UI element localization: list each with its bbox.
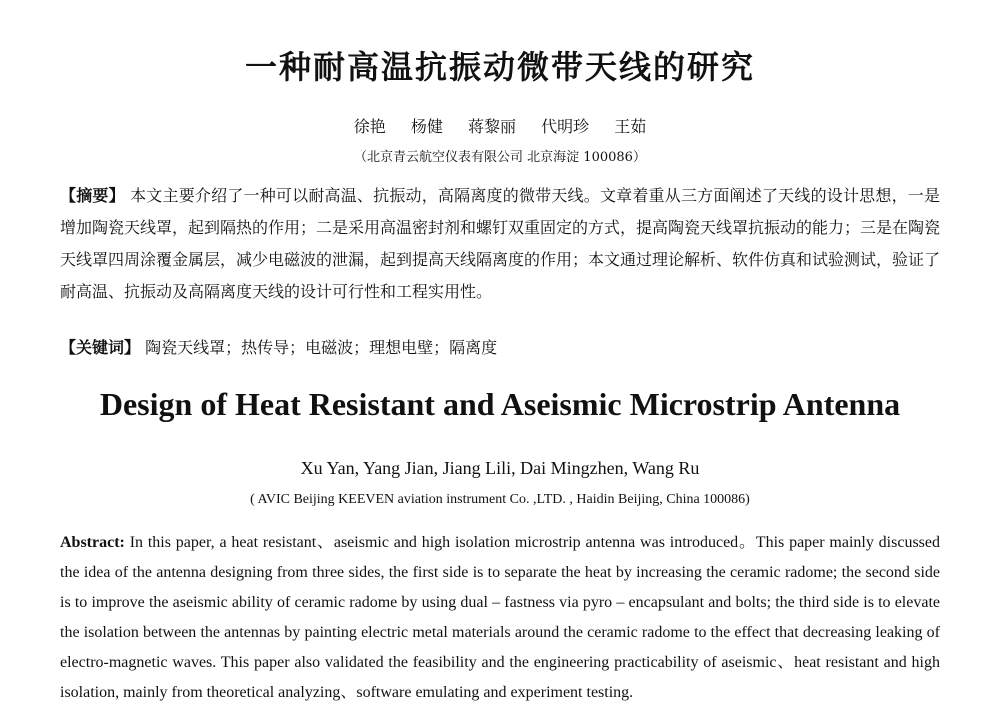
abstract-text: 本文主要介绍了一种可以耐高温、抗振动，高隔离度的微带天线。文章着重从三方面阐述了天线的设计思想，一是增加陶瓷天线罩，起到隔热的作用；二是采用高温密封剂和螺钉双重固定的方式，提高陶瓷天线罩抗振动的能力；三是在陶瓷天线罩四周涂覆金属层，减少电磁波的泄漏，起到提高天线隔离度的作用；本文通过理论解析、软件仿真和试验测试，验证了耐高温、抗振动及高隔离度天线的设计可行性和工程实用性。 bbox=[60, 186, 941, 301]
author: 王茹 bbox=[614, 117, 647, 136]
chinese-abstract bbox=[60, 180, 940, 308]
author: 徐艳 bbox=[353, 117, 386, 136]
english-affiliation: ( AVIC Beijing KEEVEN aviation instrument Co. ,LTD. , Haidin Beijing, China 100086) bbox=[250, 492, 750, 507]
abstract-label: 【摘要】 bbox=[60, 186, 125, 205]
keywords-label: 【关键词】 bbox=[60, 338, 141, 357]
chinese-affiliation: （北京青云航空仪表有限公司 北京海淀 100086） bbox=[354, 150, 646, 165]
chinese-keywords bbox=[60, 336, 940, 360]
author: 杨健 bbox=[410, 117, 443, 136]
abstract-text: In this paper, a heat resistant、aseismic and high isolation microstrip antenna was introduced。This paper mainly discussed the idea of the antenna designing from three sides, the first side is to separate the heat by increasing the ceramic radome; the second side is to improve the aseismic ability of ceramic radome by using dual – fastness via pyro – encapsulant and bolts; the third side is to elevate the isolation between the antennas by painting electric metal materials around the ceramic radome to the effect that decreasing leaking of electro-magnetic waves. This paper also validated the feasibility and the engineering practicability of aseismic、heat resistant and high isolation, mainly from theoretical analyzing、software emulating and experiment testing. bbox=[60, 534, 941, 701]
english-title: Design of Heat Resistant and Aseismic Microstrip Antenna bbox=[99, 386, 901, 422]
author: 蒋黎丽 bbox=[467, 117, 516, 136]
author: 代明珍 bbox=[541, 117, 590, 136]
chinese-title: 一种耐高温抗振动微带天线的研究 bbox=[244, 48, 755, 86]
keywords-text: 陶瓷天线罩；热传导；电磁波；理想电壁；隔离度 bbox=[145, 338, 498, 357]
chinese-authors bbox=[0, 114, 1000, 137]
english-abstract bbox=[60, 528, 940, 708]
english-authors: Xu Yan, Yang Jian, Jiang Lili, Dai Mingzhen, Wang Ru bbox=[300, 458, 700, 478]
abstract-label: Abstract: bbox=[60, 534, 125, 551]
